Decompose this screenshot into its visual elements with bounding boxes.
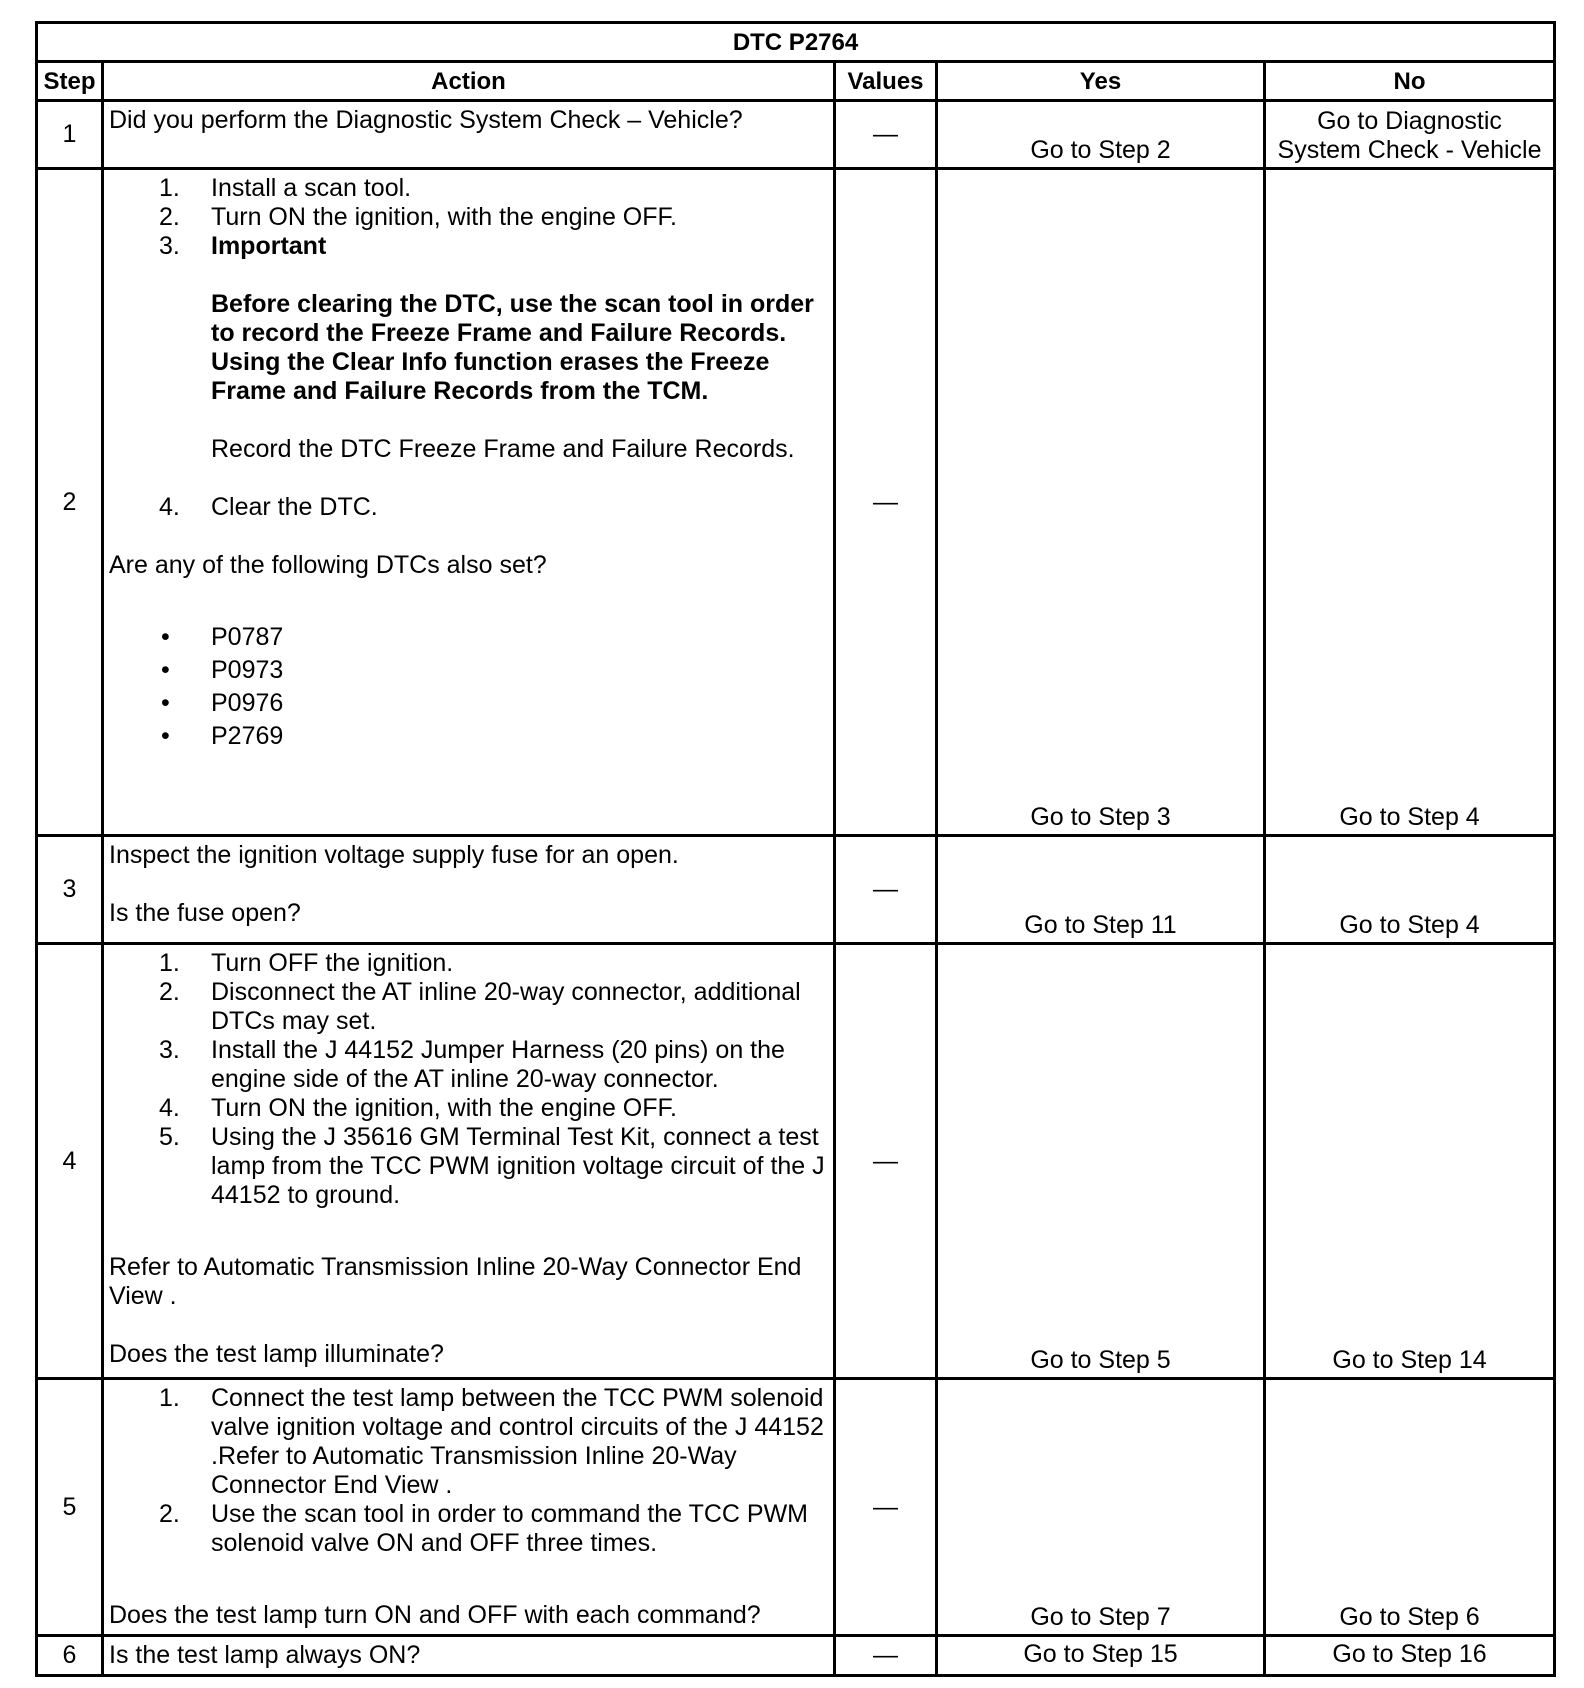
spacer	[109, 1311, 827, 1340]
item-line: DTCs may set.	[211, 1007, 377, 1035]
note-line: Before clearing the DTC, use the scan tool in order	[211, 290, 814, 318]
item-number: 1.	[159, 949, 180, 977]
numbered-item	[109, 949, 827, 978]
item-line: Using the J 35616 GM Terminal Test Kit, connect a test	[211, 1123, 819, 1151]
no-result: Go to Step 4	[1265, 836, 1555, 944]
value-dash: —	[835, 836, 937, 944]
spacer	[109, 580, 827, 609]
bullet-icon: •	[161, 722, 170, 750]
numbered-item	[109, 174, 827, 203]
spacer	[109, 1239, 827, 1253]
value-dash: —	[835, 944, 937, 1379]
step-number: 6	[37, 1636, 103, 1676]
item-line: Turn OFF the ignition.	[211, 949, 454, 977]
header-no: No	[1265, 62, 1555, 101]
item-number: 3.	[159, 232, 180, 260]
refer-text	[109, 1253, 827, 1311]
no-result: Go to Step 16	[1265, 1636, 1555, 1676]
spacer	[109, 1558, 827, 1587]
action-text: Did you perform the Diagnostic System Check – Vehicle?	[109, 106, 743, 134]
spacer	[109, 261, 827, 290]
action-cell	[103, 836, 835, 944]
spacer	[109, 609, 827, 623]
spacer	[109, 870, 827, 899]
spacer	[109, 464, 827, 493]
no-result	[1265, 101, 1555, 169]
header-action: Action	[103, 62, 835, 101]
bullet-icon: •	[161, 689, 170, 717]
item-number: 5.	[159, 1123, 180, 1151]
item-line: engine side of the AT inline 20-way connector.	[211, 1065, 719, 1093]
item-text	[211, 1384, 827, 1500]
value-dash: —	[835, 169, 937, 836]
step-number: 5	[37, 1379, 103, 1636]
bullet-icon: •	[161, 623, 170, 651]
item-line: Disconnect the AT inline 20-way connector, additional	[211, 978, 801, 1006]
action-cell	[103, 944, 835, 1379]
item-text: Clear the DTC.	[211, 493, 378, 521]
dtc-bullet	[109, 656, 827, 685]
spacer	[109, 1587, 827, 1601]
dtc-bullet	[109, 722, 827, 751]
table-title: DTC P2764	[37, 23, 1555, 62]
table-row	[37, 101, 1555, 169]
numbered-item	[109, 493, 827, 522]
item-number: 2.	[159, 1500, 180, 1528]
numbered-item	[109, 203, 827, 232]
dtc-code: P0787	[211, 623, 284, 651]
numbered-item	[109, 1036, 827, 1094]
table-row	[37, 1379, 1555, 1636]
no-result: Go to Step 14	[1265, 944, 1555, 1379]
item-line: Turn ON the ignition, with the engine OFF.	[211, 1094, 677, 1122]
note-line: to record the Freeze Frame and Failure Records.	[211, 319, 787, 347]
dtc-bullet	[109, 623, 827, 652]
header-values: Values	[835, 62, 937, 101]
refer-line: View .	[109, 1282, 177, 1310]
action-cell	[103, 1636, 835, 1676]
yes-result: Go to Step 7	[937, 1379, 1265, 1636]
dtc-table	[35, 21, 1556, 1677]
item-number: 4.	[159, 493, 180, 521]
table-row	[37, 944, 1555, 1379]
header-yes: Yes	[937, 62, 1265, 101]
item-text	[211, 978, 827, 1036]
yes-result: Go to Step 15	[937, 1636, 1265, 1676]
note-line: Using the Clear Info function erases the Freeze	[211, 348, 770, 376]
action-question: Are any of the following DTCs also set?	[109, 551, 547, 579]
item-text: Turn ON the ignition, with the engine OFF.	[211, 203, 677, 231]
no-result-line: System Check - Vehicle	[1277, 136, 1542, 164]
step-number: 3	[37, 836, 103, 944]
table-row	[37, 169, 1555, 836]
action-question: Does the test lamp turn ON and OFF with each command?	[109, 1601, 761, 1629]
dtc-code: P2769	[211, 722, 284, 750]
action-text: Inspect the ignition voltage supply fuse for an open.	[109, 841, 679, 869]
action-text: Is the test lamp always ON?	[109, 1641, 421, 1669]
record-text: Record the DTC Freeze Frame and Failure Records.	[211, 435, 795, 463]
item-text	[211, 1036, 827, 1094]
numbered-item	[109, 1384, 827, 1500]
yes-result: Go to Step 11	[937, 836, 1265, 944]
spacer	[109, 522, 827, 551]
no-result-line: Go to Diagnostic	[1317, 107, 1502, 135]
action-cell	[103, 101, 835, 169]
item-text	[211, 1094, 827, 1123]
item-line: .Refer to Automatic Transmission Inline 20-Way	[211, 1442, 737, 1470]
item-text	[211, 1500, 827, 1558]
value-dash: —	[835, 1636, 937, 1676]
item-line: 44152 to ground.	[211, 1181, 401, 1209]
numbered-item	[109, 1123, 827, 1210]
no-result: Go to Step 6	[1265, 1379, 1555, 1636]
spacer	[109, 406, 827, 435]
step-number: 1	[37, 101, 103, 169]
numbered-item	[109, 1094, 827, 1123]
item-number: 3.	[159, 1036, 180, 1064]
table-row	[37, 1636, 1555, 1676]
item-line: lamp from the TCC PWM ignition voltage circuit of the J	[211, 1152, 825, 1180]
header-row	[37, 62, 1555, 101]
item-number: 2.	[159, 978, 180, 1006]
value-dash: —	[835, 1379, 937, 1636]
yes-result: Go to Step 3	[937, 169, 1265, 836]
action-cell	[103, 169, 835, 836]
numbered-item	[109, 232, 827, 261]
dtc-code: P0976	[211, 689, 284, 717]
numbered-item	[109, 1500, 827, 1558]
item-line: Connector End View .	[211, 1471, 453, 1499]
item-text: Install a scan tool.	[211, 174, 412, 202]
item-number: 4.	[159, 1094, 180, 1122]
item-line: solenoid valve ON and OFF three times.	[211, 1529, 658, 1557]
action-question: Does the test lamp illuminate?	[109, 1340, 444, 1368]
note-line: Frame and Failure Records from the TCM.	[211, 377, 709, 405]
item-text	[211, 949, 827, 978]
item-text	[211, 1123, 827, 1210]
spacer	[109, 1210, 827, 1239]
dtc-bullet	[109, 689, 827, 718]
item-line: Install the J 44152 Jumper Harness (20 pins) on the	[211, 1036, 785, 1064]
item-line: Connect the test lamp between the TCC PWM solenoid	[211, 1384, 824, 1412]
step-number: 2	[37, 169, 103, 836]
header-step: Step	[37, 62, 103, 101]
value-dash: —	[835, 101, 937, 169]
step-number: 4	[37, 944, 103, 1379]
dtc-code: P0973	[211, 656, 284, 684]
important-heading: Important	[211, 232, 327, 260]
numbered-item	[109, 978, 827, 1036]
table-row	[37, 836, 1555, 944]
refer-line: Refer to Automatic Transmission Inline 20-Way Connector End	[109, 1253, 802, 1281]
item-line: Use the scan tool in order to command the TCC PWM	[211, 1500, 808, 1528]
bullet-icon: •	[161, 656, 170, 684]
item-number: 1.	[159, 174, 180, 202]
yes-result: Go to Step 5	[937, 944, 1265, 1379]
important-note	[109, 290, 827, 406]
yes-result: Go to Step 2	[937, 101, 1265, 169]
action-question: Is the fuse open?	[109, 899, 301, 927]
item-number: 2.	[159, 203, 180, 231]
action-cell	[103, 1379, 835, 1636]
item-number: 1.	[159, 1384, 180, 1412]
no-result: Go to Step 4	[1265, 169, 1555, 836]
item-line: valve ignition voltage and control circuits of the J 44152	[211, 1413, 824, 1441]
